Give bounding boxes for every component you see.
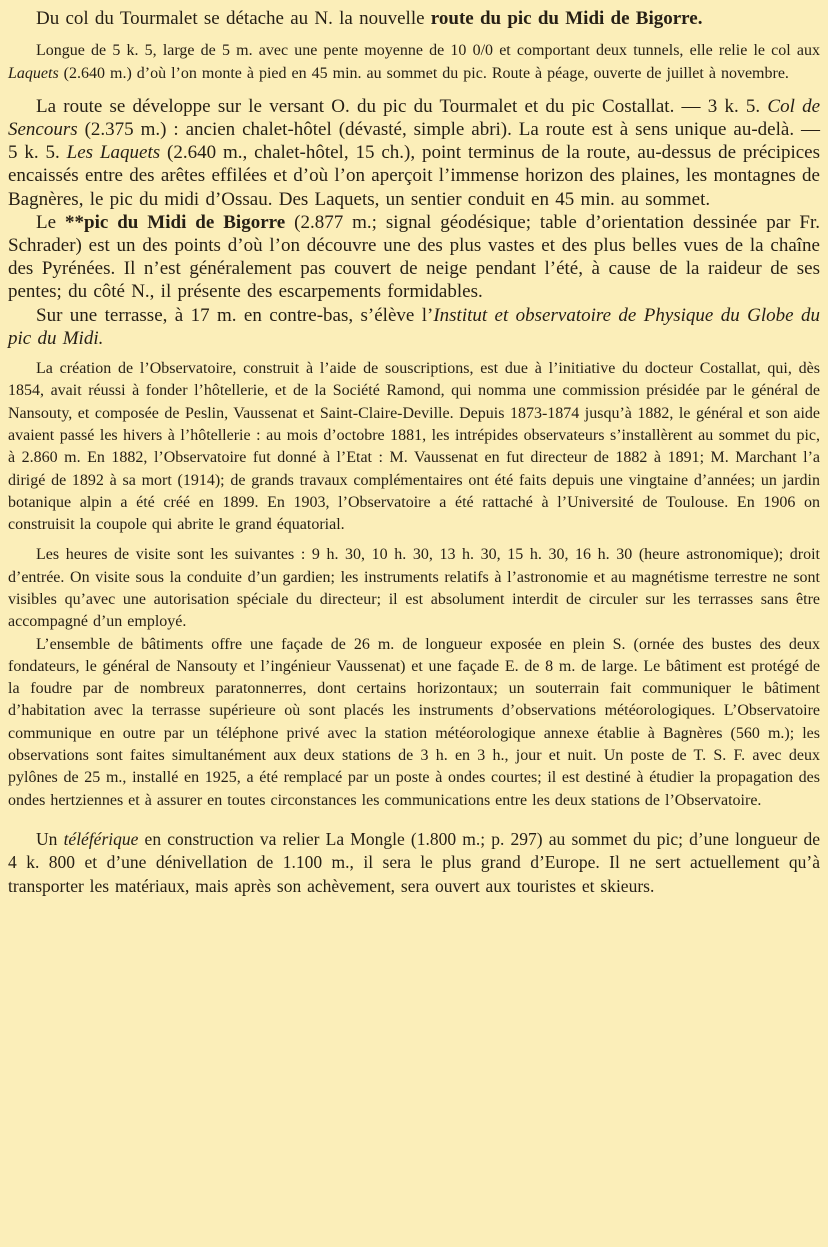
text-run: Du col du Tourmalet se détache au N. la nouvelle <box>36 8 431 29</box>
paragraph-9 <box>8 828 820 898</box>
text-run: La route se développe sur le versant O. du pic du Tourmalet et du pic Costallat. — 3 k. 5. <box>36 95 768 117</box>
paragraph-7 <box>8 544 820 633</box>
text-run: (2.640 m., chalet-hôtel, 15 ch.), point terminus de la route, au-dessus de précipices encaissés entre des arêtes effilées et d’où l’on aperçoit l’immense horizon des plaines, les montagnes de Bagnères, le pic du midi d’Ossau. Des Laquets, un sentier conduit en 45 min. au sommet. <box>8 142 821 210</box>
paragraph-1 <box>8 7 820 30</box>
text-run: (2.877 m.; signal géodésique; table d’orientation dessinée par Fr. Schrader) est un des points d’où l’on découvre une des plus vastes et des plus belles vues de la chaîne des Pyrénées. Il n’est généralement pas couvert de neige pendant l’été, à cause de la raideur de ses pentes; du côté N., il présente des escarpements formidables. <box>8 211 820 303</box>
text-run: Laquets <box>8 64 59 82</box>
text-run: (2.640 m.) d’où l’on monte à pied en 45 min. au sommet du pic. Route à péage, ouverte de juillet à novembre. <box>58 64 789 82</box>
text-run: La création de l’Observatoire, construit à l’aide de souscriptions, est due à l’initiative du docteur Costallat, qui, dès 1854, avait réussi à fonder l’hôtellerie, et de la Société Ramond, qui nomma une commission présidée par le général de Nansouty, et composée de Peslin, Vaussenat et Saint-Claire-Deville. Depuis 1873-1874 jusqu’à 1882, le général et son aide avaient passé les hivers à l’hôtellerie : au mois d’octobre 1881, les intrépides observateurs s’installèrent au sommet du pic, à 2.860 m. En 1882, l’Observatoire fut donné à l’Etat : M. Vaussenat en fut directeur de 1882 à 1891; M. Marchant l’a dirigé de 1892 à sa mort (1914); de grands travaux complémentaires ont été faits depuis une vingtaine d’années; un jardin botanique alpin a été créé en 1899. En 1903, l’Observatoire a été rattaché à l’Université de Toulouse. En 1906 on construisit la coupole qui abrite le grand équatorial. <box>8 360 820 534</box>
text-run: Col de Sencours <box>8 95 821 140</box>
text-run: Le <box>36 211 65 233</box>
text-run: téléférique <box>63 828 139 849</box>
paragraph-8 <box>8 634 820 812</box>
paragraph-6 <box>8 358 820 536</box>
text-run: L’ensemble de bâtiments offre une façade de 26 m. de longueur exposée en plein S. (ornée des bustes des deux fondateurs, le général de Nansouty et l’ingénieur Vaussenat) et une façade E. de 8 m. de large. Le bâtiment est protégé de la foudre par de nombreux paratonnerres, dont certains horizontaux; un souterrain fait communiquer le bâtiment d’habitation avec la terrasse supérieure où sont placés les instruments d’observations météorologiques. L’Observatoire communique en outre par un téléphone privé avec la station météorologique annexe établie à Bagnères (560 m.); les observations sont faites simultanément aux deux stations de 3 h. en 3 h., jour et nuit. Un poste de T. S. F. avec deux pylônes de 25 m., installé en 1925, a été remplacé par un poste à ondes courtes; il est destiné à étudier la propagation des ondes hertziennes et à assurer en toutes circonstances les communications entre les deux stations de l’Observatoire. <box>8 635 820 809</box>
text-run: (2.375 m.) : ancien chalet-hôtel (dévasté, simple abri). La route est à sens unique au-delà. — 5 k. 5. <box>8 119 820 164</box>
page-text-column <box>8 7 820 898</box>
paragraph-5 <box>8 304 820 350</box>
text-run: route du pic du Midi de Bigorre. <box>430 8 703 29</box>
text-run: Un <box>36 828 64 849</box>
text-run: en construction va relier La Mongle (1.800 m.; p. 297) au sommet du pic; d’une longueur de 4 k. 800 et d’une dénivellation de 1.100 m., il sera le plus grand d’Europe. Il ne sert actuellement qu’à transporter les matériaux, mais après son achèvement, sera ouvert aux touristes et skieurs. <box>8 828 821 896</box>
text-run: Institut et observatoire de Physique du Globe du pic du Midi. <box>8 304 820 349</box>
paragraph-3 <box>8 95 820 211</box>
text-run: Les heures de visite sont les suivantes : 9 h. 30, 10 h. 30, 13 h. 30, 15 h. 30, 16 h. 30 (heure astronomique); droit d’entrée. On visite sous la conduite d’un gardien; les instruments relatifs à l’astronomie et au magnétisme terrestre ne sont visibles qu’avec une autorisation spéciale du directeur; il est absolument interdit de circuler sur les terrasses sans être accompagné d’un employé. <box>8 546 820 631</box>
paragraph-2 <box>8 40 820 85</box>
paragraph-4 <box>8 211 820 304</box>
text-run: Les Laquets <box>66 142 161 164</box>
text-run: Sur une terrasse, à 17 m. en contre-bas, s’élève l’ <box>36 304 434 326</box>
text-run: Longue de 5 k. 5, large de 5 m. avec une pente moyenne de 10 0/0 et comportant deux tunnels, elle relie le col aux <box>36 42 820 60</box>
text-run: **pic du Midi de Bigorre <box>65 211 286 233</box>
